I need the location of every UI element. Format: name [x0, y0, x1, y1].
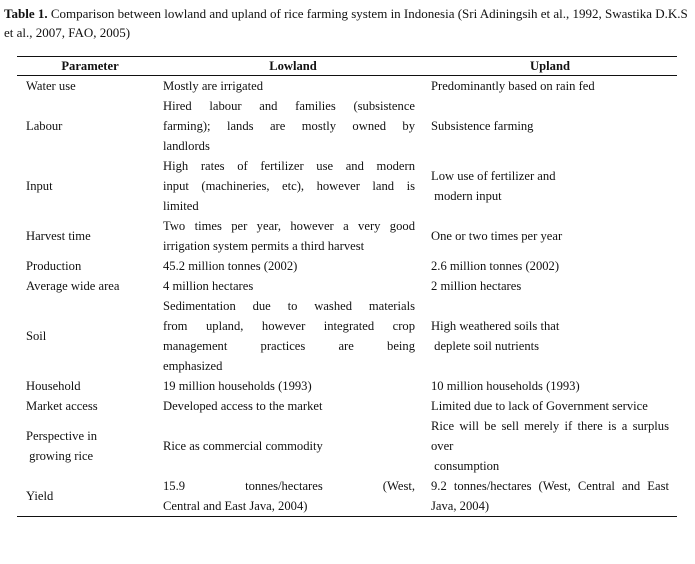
- cell-parameter: [17, 296, 163, 376]
- cell-line: Predominantly based on rain fed: [431, 79, 595, 93]
- cell-upland: [423, 96, 677, 156]
- cell-line: landlords: [163, 139, 210, 153]
- cell-parameter: [17, 376, 163, 396]
- cell-line: over: [431, 439, 454, 453]
- table-row: [17, 96, 677, 156]
- cell-line: consumption: [431, 459, 500, 473]
- table-row: [17, 296, 677, 376]
- cell-parameter: [17, 396, 163, 416]
- cell-line: Yield: [26, 489, 54, 503]
- cell-line: Labour: [26, 119, 63, 133]
- cell-upland: [423, 296, 677, 376]
- cell-line: Water use: [26, 79, 76, 93]
- cell-line: Two times per year, however a very good: [163, 219, 415, 233]
- header-lowland: Lowland: [269, 59, 317, 73]
- cell-line: 9.2 tonnes/hectares (West, Central and East: [431, 479, 669, 493]
- cell-line: 45.2 million tonnes (2002): [163, 259, 298, 273]
- cell-line: emphasized: [163, 359, 223, 373]
- cell-line: management practices are being: [163, 339, 415, 353]
- cell-line: One or two times per year: [431, 229, 563, 243]
- cell-upland: [423, 416, 677, 476]
- header-parameter: Parameter: [61, 59, 119, 73]
- cell-line: Rice as commercial commodity: [163, 439, 323, 453]
- cell-parameter: [17, 476, 163, 517]
- table-body: [17, 76, 677, 517]
- cell-line: growing rice: [26, 449, 94, 463]
- cell-line: Subsistence farming: [431, 119, 534, 133]
- cell-parameter: [17, 416, 163, 476]
- cell-line: from upland, however integrated crop: [163, 319, 415, 333]
- cell-line: Rice will be sell merely if there is a surplus: [431, 419, 669, 433]
- cell-line: deplete soil nutrients: [431, 339, 540, 353]
- cell-lowland: [163, 216, 423, 256]
- cell-upland: [423, 396, 677, 416]
- cell-parameter: [17, 76, 163, 97]
- cell-lowland: [163, 396, 423, 416]
- cell-parameter: [17, 96, 163, 156]
- cell-lowland: [163, 156, 423, 216]
- cell-upland: [423, 276, 677, 296]
- cell-lowland: [163, 76, 423, 97]
- cell-line: Central and East Java, 2004): [163, 499, 308, 513]
- cell-parameter: [17, 216, 163, 256]
- cell-line: Perspective in: [26, 429, 97, 443]
- cell-lowland: [163, 296, 423, 376]
- cell-lowland: [163, 276, 423, 296]
- table-row: [17, 76, 677, 97]
- cell-line: Limited due to lack of Government service: [431, 399, 648, 413]
- cell-lowland: [163, 416, 423, 476]
- cell-parameter: [17, 276, 163, 296]
- cell-line: Market access: [26, 399, 98, 413]
- cell-line: Input: [26, 179, 53, 193]
- cell-line: 4 million hectares: [163, 279, 254, 293]
- table-row: [17, 376, 677, 396]
- cell-line: Developed access to the market: [163, 399, 323, 413]
- cell-line: Household: [26, 379, 81, 393]
- cell-lowland: [163, 256, 423, 276]
- cell-upland: [423, 256, 677, 276]
- table-row: [17, 216, 677, 256]
- cell-line: limited: [163, 199, 199, 213]
- cell-upland: [423, 76, 677, 97]
- comparison-table: [17, 56, 677, 517]
- cell-parameter: [17, 156, 163, 216]
- cell-line: High rates of fertilizer use and modern: [163, 159, 415, 173]
- table-caption: [4, 4, 689, 42]
- cell-line: 15.9 tonnes/hectares (West,: [163, 479, 415, 493]
- cell-upland: [423, 476, 677, 517]
- cell-lowland: [163, 476, 423, 517]
- caption-label: Table 1.: [4, 6, 48, 21]
- header-upland: Upland: [530, 59, 570, 73]
- cell-upland: [423, 216, 677, 256]
- table-row: [17, 416, 677, 476]
- cell-line: 10 million households (1993): [431, 379, 580, 393]
- cell-lowland: [163, 96, 423, 156]
- cell-parameter: [17, 256, 163, 276]
- table-row: [17, 396, 677, 416]
- caption-text: Comparison between lowland and upland of rice farming system in Indonesia (Sri Adiningsih et al., 1992, Swastika D.K.S et al., 2007, FAO, 2005): [4, 6, 688, 40]
- cell-line: input (machineries, etc), however land is: [163, 179, 415, 193]
- table-row: [17, 156, 677, 216]
- cell-line: Harvest time: [26, 229, 91, 243]
- cell-line: Java, 2004): [431, 499, 490, 513]
- table-row: [17, 276, 677, 296]
- cell-line: irrigation system permits a third harvest: [163, 239, 365, 253]
- cell-upland: [423, 156, 677, 216]
- cell-upland: [423, 376, 677, 396]
- cell-line: farming); lands are mostly owned by: [163, 119, 415, 133]
- cell-lowland: [163, 376, 423, 396]
- cell-line: Hired labour and families (subsistence: [163, 99, 415, 113]
- cell-line: Sedimentation due to washed materials: [163, 299, 415, 313]
- cell-line: modern input: [431, 189, 502, 203]
- table-row: [17, 256, 677, 276]
- header-row: [17, 57, 677, 76]
- cell-line: 2 million hectares: [431, 279, 522, 293]
- cell-line: Low use of fertilizer and: [431, 169, 556, 183]
- cell-line: 19 million households (1993): [163, 379, 312, 393]
- cell-line: Soil: [26, 329, 47, 343]
- table-row: [17, 476, 677, 517]
- cell-line: 2.6 million tonnes (2002): [431, 259, 560, 273]
- cell-line: Mostly are irrigated: [163, 79, 264, 93]
- cell-line: Production: [26, 259, 82, 273]
- cell-line: Average wide area: [26, 279, 120, 293]
- cell-line: High weathered soils that: [431, 319, 560, 333]
